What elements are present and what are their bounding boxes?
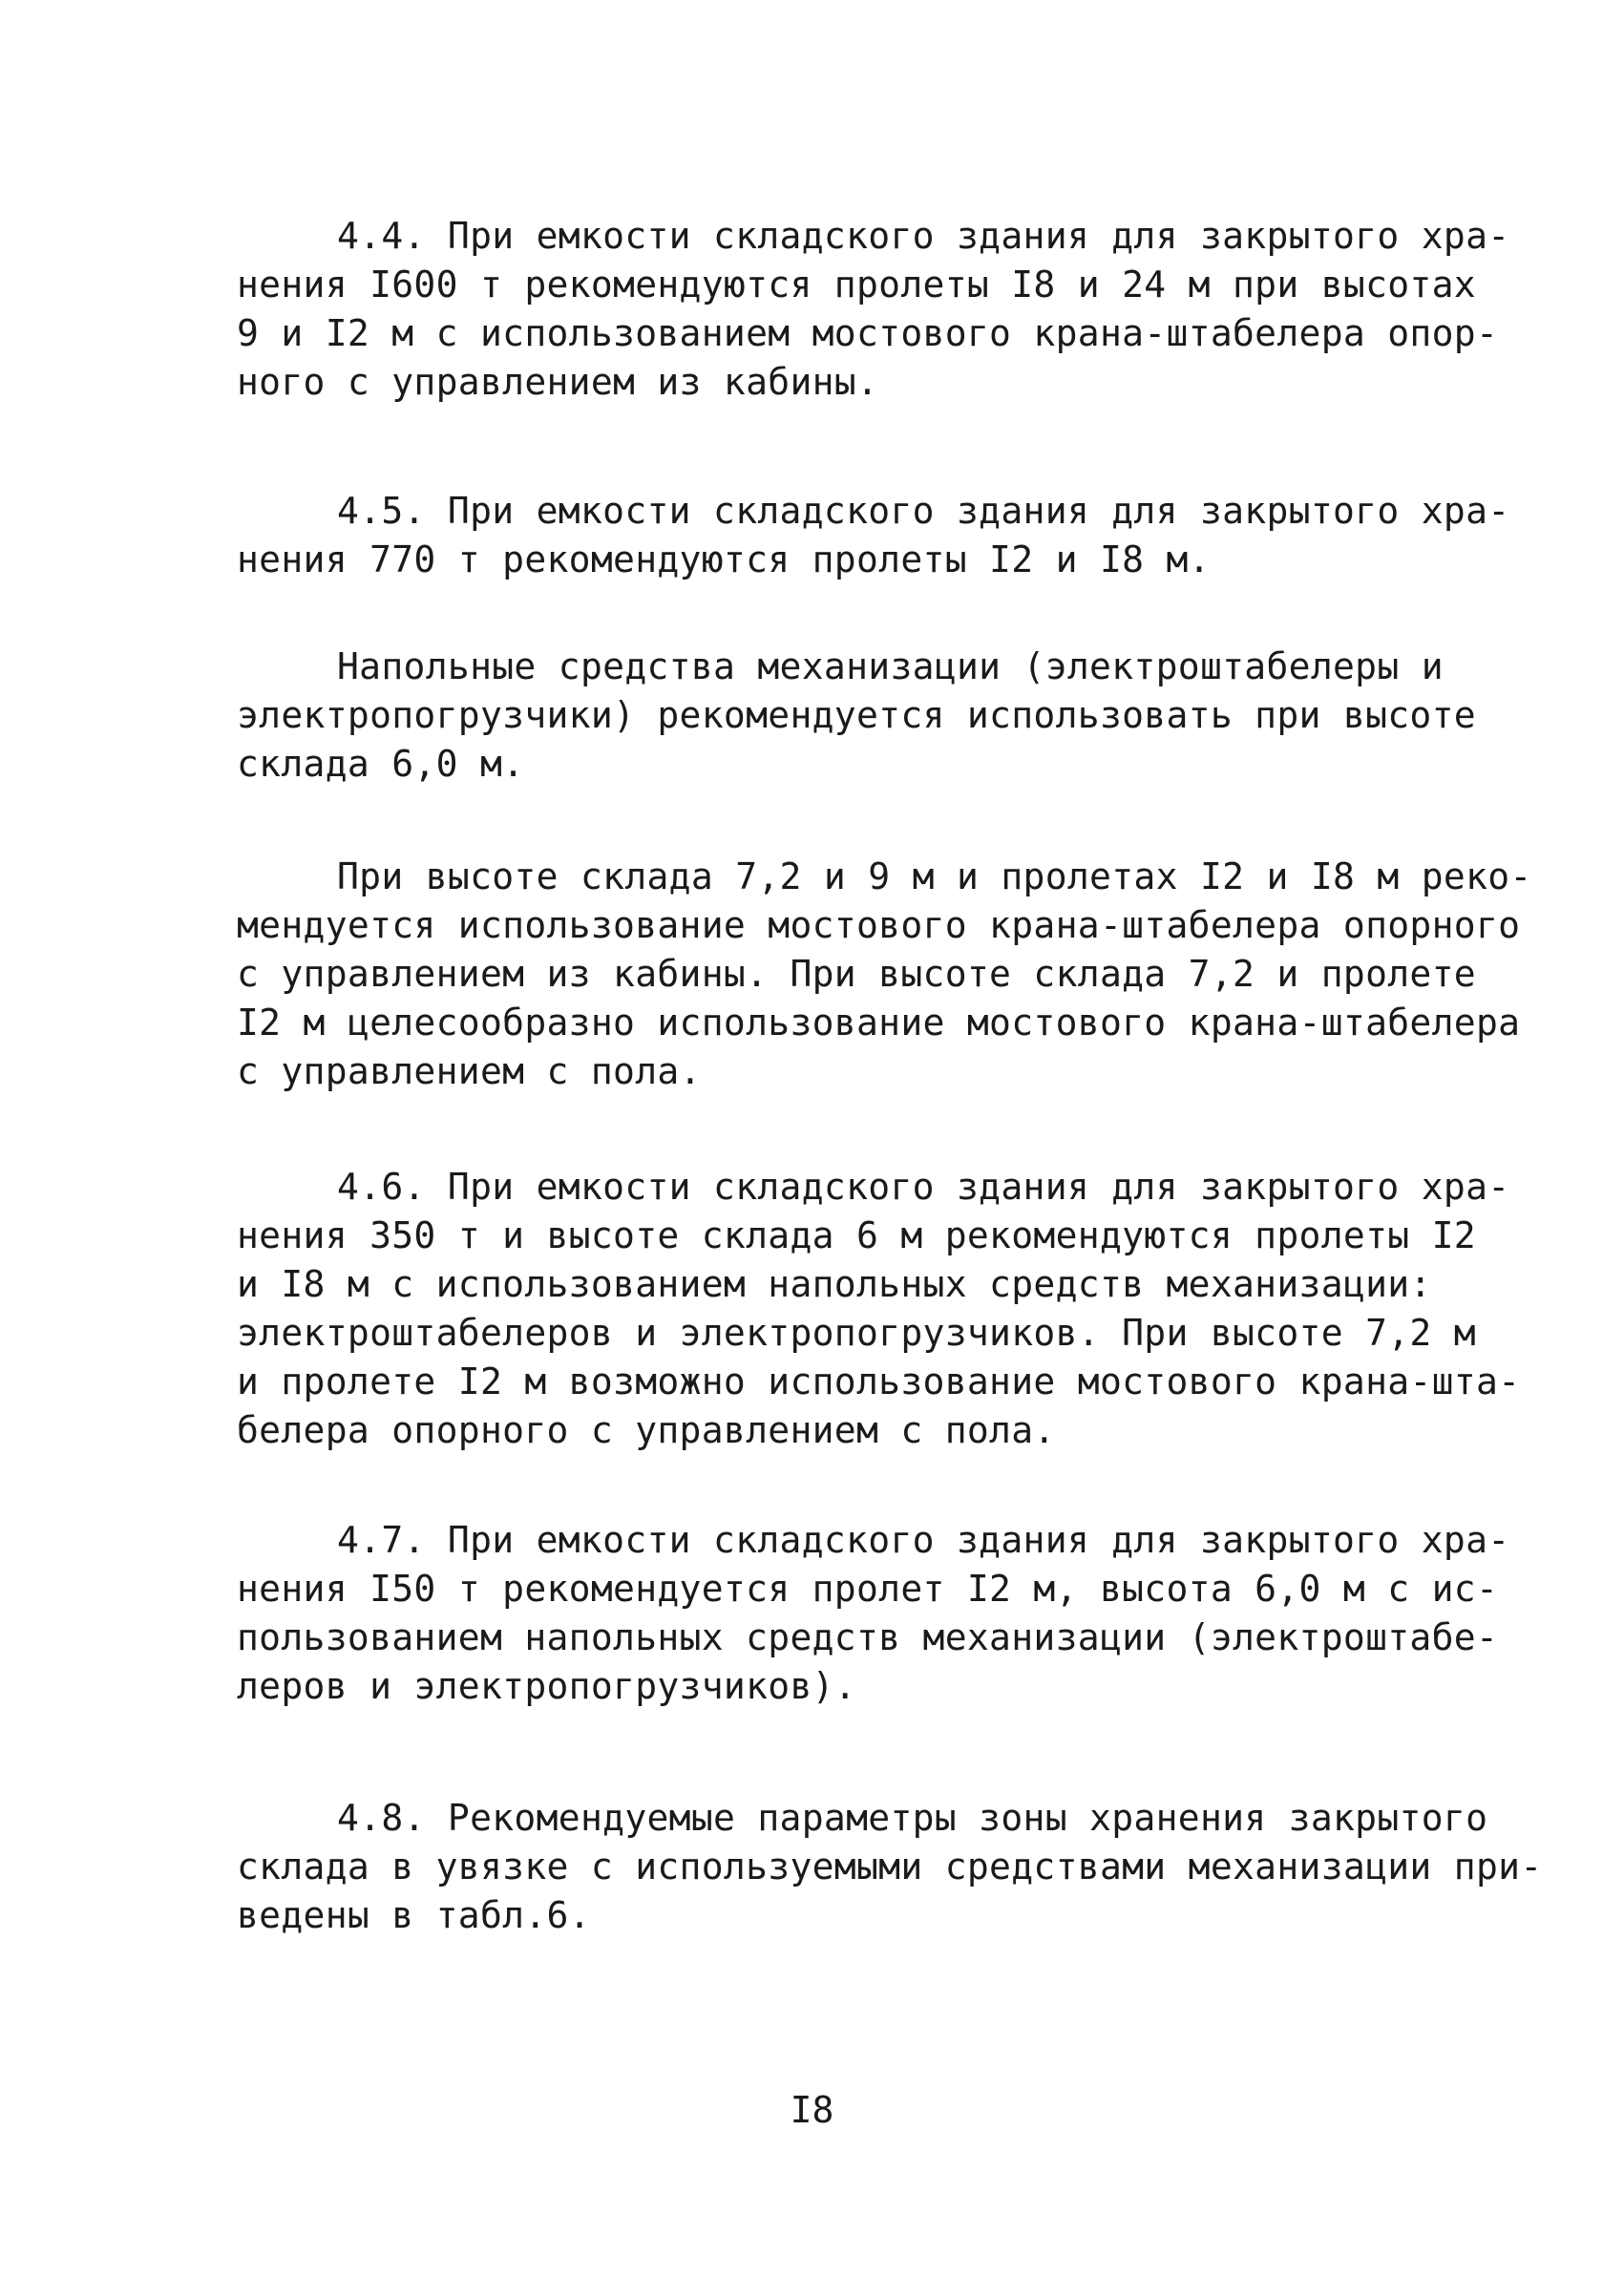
paragraph-line: электропогрузчики) рекомендуется использовать при высоте <box>237 694 1476 736</box>
paragraph-line: электроштабелеров и электропогрузчиков. При высоте 7,2 м <box>237 1312 1476 1354</box>
paragraph-crane-usage <box>237 853 1532 1096</box>
paragraph-line: склада 6,0 м. <box>237 743 525 785</box>
paragraph-line: 9 и I2 м с использованием мостового крана-штабелера опор- <box>237 312 1499 354</box>
paragraph-line: 4.5. При емкости складского здания для закрытого хра- <box>337 490 1510 532</box>
paragraph-line: склада в увязке с используемыми средствами механизации при- <box>237 1846 1543 1888</box>
paragraph-line: 4.7. При емкости складского здания для закрытого хра- <box>337 1519 1510 1561</box>
paragraph-line: леров и электропогрузчиков). <box>237 1665 856 1707</box>
paragraph-line: и I8 м с использованием напольных средств механизации: <box>237 1263 1432 1305</box>
paragraph-line: нения 350 т и высоте склада 6 м рекомендуются пролеты I2 <box>237 1214 1476 1256</box>
paragraph-line: и пролете I2 м возможно использование мостового крана-шта- <box>237 1360 1521 1403</box>
paragraph-line: мендуется использование мостового крана-штабелера опорного <box>237 904 1521 946</box>
paragraph-floor-mechanization <box>237 643 1476 789</box>
paragraph-line: белера опорного с управлением с пола. <box>237 1409 1056 1451</box>
paragraph-line: Напольные средства механизации (электроштабелеры и <box>337 645 1444 687</box>
paragraph-line: 4.8. Рекомендуемые параметры зоны хранения закрытого <box>337 1797 1488 1839</box>
paragraph-line: нения 770 т рекомендуются пролеты I2 и I8 м. <box>237 538 1211 580</box>
paragraph-4-4 <box>237 212 1510 407</box>
paragraph-line: нения I600 т рекомендуются пролеты I8 и 24 м при высотах <box>237 264 1476 306</box>
paragraph-line: пользованием напольных средств механизации (электроштабе- <box>237 1616 1499 1658</box>
paragraph-4-6 <box>237 1163 1521 1455</box>
paragraph-line: нения I50 т рекомендуется пролет I2 м, высота 6,0 м с ис- <box>237 1568 1499 1610</box>
paragraph-line: ного с управлением из кабины. <box>237 361 879 403</box>
page-number: I8 <box>790 2089 834 2131</box>
paragraph-line: с управлением с пола. <box>237 1050 702 1092</box>
paragraph-line: с управлением из кабины. При высоте склада 7,2 и пролете <box>237 953 1476 995</box>
paragraph-line: ведены в табл.6. <box>237 1894 591 1936</box>
paragraph-line: При высоте склада 7,2 и 9 м и пролетах I2 и I8 м реко- <box>337 855 1532 897</box>
paragraph-4-5 <box>237 487 1510 584</box>
paragraph-4-7 <box>237 1516 1510 1711</box>
paragraph-line: 4.4. При емкости складского здания для закрытого хра- <box>337 215 1510 257</box>
paragraph-4-8 <box>237 1794 1543 1940</box>
paragraph-line: I2 м целесообразно использование мостового крана-штабелера <box>237 1002 1521 1044</box>
paragraph-line: 4.6. При емкости складского здания для закрытого хра- <box>337 1166 1510 1208</box>
